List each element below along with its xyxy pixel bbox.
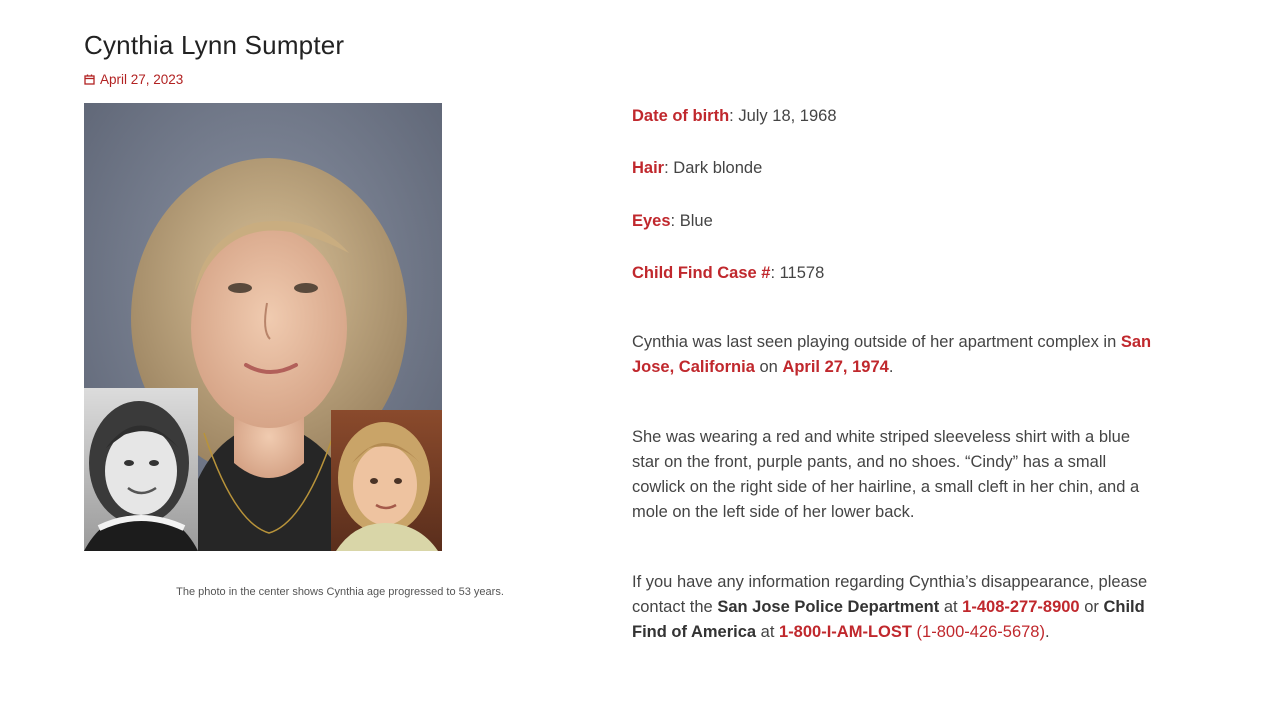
eyes-label: Eyes [632, 212, 671, 230]
dob-label: Date of birth [632, 107, 730, 125]
last-seen-paragraph [632, 330, 1152, 380]
page-title: Cynthia Lynn Sumpter [84, 30, 345, 60]
last-seen-period: . [888, 358, 894, 376]
case-number-field [632, 261, 824, 286]
post-date-link[interactable]: April 27, 2023 [100, 72, 184, 87]
dob-value: : July 18, 1968 [729, 107, 837, 125]
last-seen-text: Cynthia was last seen playing outside of her apartment complex in [632, 333, 1121, 351]
photo-composite-image [84, 103, 442, 551]
police-phone-link[interactable]: 1-408-277-8900 [962, 598, 1080, 616]
child-find-phone-link[interactable]: 1-800-I-AM-LOST [779, 623, 912, 641]
contact-period: . [1044, 623, 1050, 641]
police-department-name: San Jose Police Department [717, 598, 940, 616]
hair-value: : Dark blonde [664, 159, 763, 177]
hair-field [632, 156, 762, 181]
case-number-value: : 11578 [770, 264, 825, 282]
child-find-name: Child Find of America [632, 598, 1145, 641]
case-number-label: Child Find Case # [632, 264, 771, 282]
hair-label: Hair [632, 159, 665, 177]
description-paragraph: She was wearing a red and white striped sleeveless shirt with a blue star on the front, purple pants, and no shoes. “Cindy” has a small cowlick on the right side of her hairline, a small cleft in her chin, and a mole on the left side of her lower back. [632, 428, 1140, 521]
contact-text: If you have any information regarding Cynthia’s disappearance, please contact the [632, 573, 1148, 616]
contact-paragraph [632, 570, 1152, 645]
contact-text-or: or [1079, 598, 1104, 616]
calendar-icon [84, 74, 95, 85]
photo-caption: The photo in the center shows Cynthia age progressed to 53 years. [176, 586, 504, 598]
dob-field [632, 104, 837, 129]
contact-text-at: at [939, 598, 963, 616]
last-seen-date: April 27, 1974 [782, 358, 889, 376]
eyes-field [632, 209, 713, 234]
missing-person-photo [84, 103, 442, 551]
contact-text-at-2: at [756, 623, 780, 641]
eyes-value: : Blue [670, 212, 713, 230]
last-seen-text-on: on [754, 358, 783, 376]
child-find-phone-numeric[interactable]: (1-800-426-5678) [916, 623, 1045, 641]
last-seen-location: San Jose, California [632, 333, 1152, 376]
post-date [84, 72, 183, 87]
